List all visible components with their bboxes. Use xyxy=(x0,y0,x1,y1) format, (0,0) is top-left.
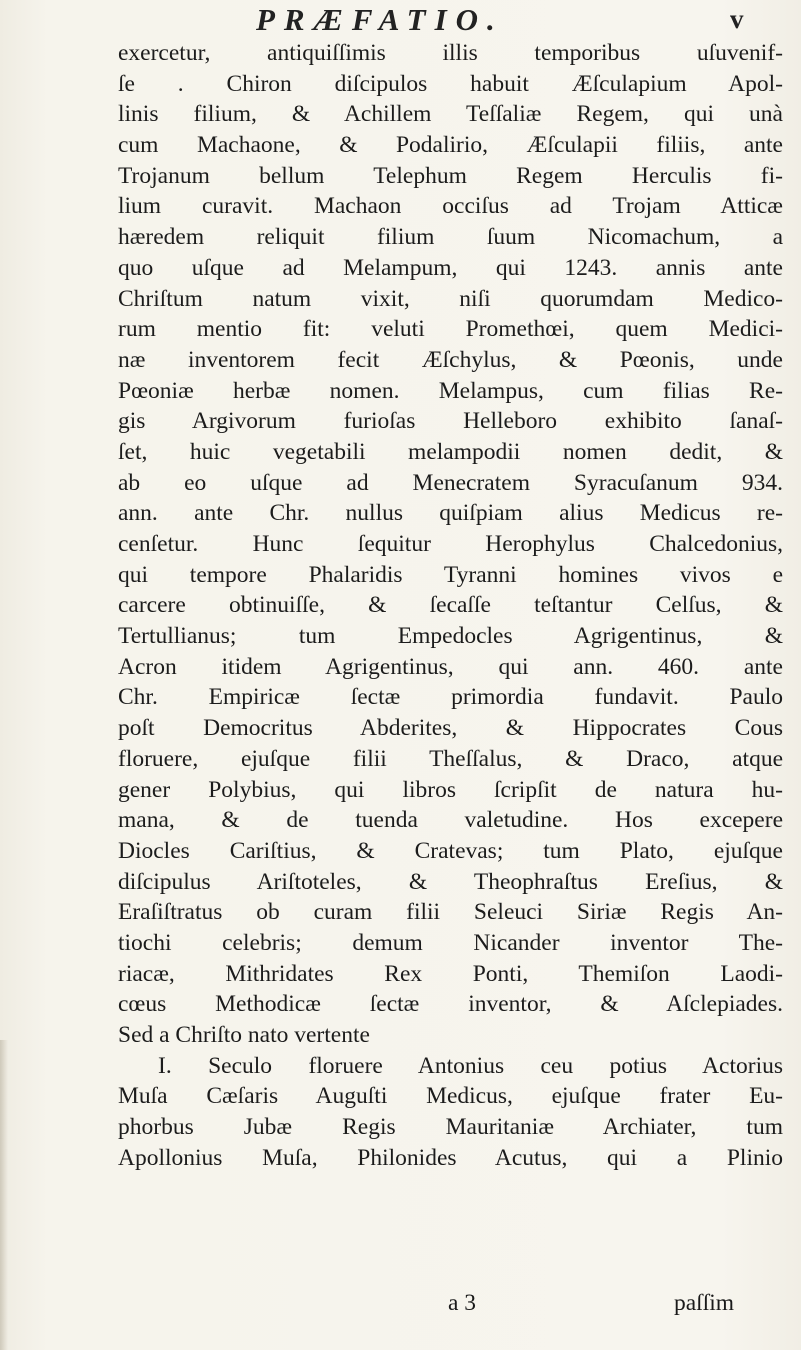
text-line: Eraſiſtratus ob curam filii Seleuci Siriæ Regis An- xyxy=(118,899,783,926)
text-line: diſcipulus Ariſtoteles, & Theophraſtus Ereſius, & xyxy=(118,868,783,895)
running-head-title: PRÆFATIO. xyxy=(256,2,504,37)
text-line: Muſa Cæſaris Auguſti Medicus, ejuſque frater Eu- xyxy=(118,1083,783,1110)
text-line: qui tempore Phalaridis Tyranni homines vivos e xyxy=(118,561,783,588)
text-line: linis filium, & Achillem Teſſaliæ Regem, qui unà xyxy=(118,101,783,128)
text-line: quo uſque ad Melampum, qui 1243. annis ante xyxy=(118,254,783,281)
text-line: næ inventorem fecit Æſchylus, & Pœonis, unde xyxy=(118,346,783,373)
text-line: ſet, huic vegetabili melampodii nomen dedit, & xyxy=(118,438,783,465)
text-line: Apollonius Muſa, Philonides Acutus, qui a Plinio xyxy=(118,1144,783,1171)
text-line: Diocles Cariſtius, & Cratevas; tum Plato, ejuſque xyxy=(118,837,783,864)
text-line: Sed a Chriſto nato vertente xyxy=(118,1022,370,1048)
text-line: Tertullianus; tum Empedocles Agrigentinus, & xyxy=(118,623,783,650)
body-text xyxy=(118,38,783,1173)
text-line: ann. ante Chr. nullus quiſpiam alius Medicus re- xyxy=(118,500,783,527)
text-line: hæredem reliquit filium ſuum Nicomachum, a xyxy=(118,224,783,251)
text-line: Chriſtum natum vixit, niſi quorumdam Medico- xyxy=(118,285,783,312)
page-footer xyxy=(118,1287,783,1319)
running-head xyxy=(0,2,801,42)
text-line: poſt Democritus Abderites, & Hippocrates Cous xyxy=(118,715,783,742)
text-line: cenſetur. Hunc ſequitur Herophylus Chalcedonius, xyxy=(118,531,783,557)
signature-mark: a 3 xyxy=(448,1290,477,1316)
text-line: lium curavit. Machaon occiſus ad Trojam Atticæ xyxy=(118,193,783,220)
text-line: rum mentio fit: veluti Promethœi, quem Medici- xyxy=(118,316,783,343)
text-line: cum Machaone, & Podalirio, Æſculapii filiis, ante xyxy=(118,132,783,159)
text-line: riacæ, Mithridates Rex Ponti, Themiſon Laodi- xyxy=(118,960,783,987)
text-line: exercetur, antiquiſſimis illis temporibus uſuvenif- xyxy=(118,40,783,66)
text-line: floruere, ejuſque filii Theſſalus, & Draco, atque xyxy=(118,745,783,772)
text-line: ſe . Chiron diſcipulos habuit Æſculapium Apol- xyxy=(118,70,783,97)
text-line: Acron itidem Agrigentinus, qui ann. 460. ante xyxy=(118,653,783,680)
text-line: gis Argivorum furioſas Helleboro exhibito ſanaſ- xyxy=(118,408,783,435)
text-line: phorbus Jubæ Regis Mauritaniæ Archiater, tum xyxy=(118,1114,783,1141)
text-line: Trojanum bellum Telephum Regem Herculis fi- xyxy=(118,162,783,189)
text-line: carcere obtinuiſſe, & ſecaſſe teſtantur Celſus, & xyxy=(118,592,783,619)
text-line: cœus Methodicæ ſectæ inventor, & Aſclepiades. xyxy=(118,991,783,1018)
text-line: mana, & de tuenda valetudine. Hos excepere xyxy=(118,807,783,834)
text-line: Chr. Empiricæ ſectæ primordia fundavit. Paulo xyxy=(118,684,783,711)
catchword: paſſim xyxy=(674,1290,735,1316)
page-edge-shadow xyxy=(0,1040,8,1350)
page-number: v xyxy=(730,4,744,34)
text-line: Pœoniæ herbæ nomen. Melampus, cum filias Re- xyxy=(118,377,783,404)
text-line: tiochi celebris; demum Nicander inventor The- xyxy=(118,929,783,956)
text-line: I. Seculo floruere Antonius ceu potius Actorius xyxy=(158,1052,783,1079)
text-line: gener Polybius, qui libros ſcripſit de natura hu- xyxy=(118,776,783,803)
text-line: ab eo uſque ad Menecratem Syracuſanum 934. xyxy=(118,469,783,496)
